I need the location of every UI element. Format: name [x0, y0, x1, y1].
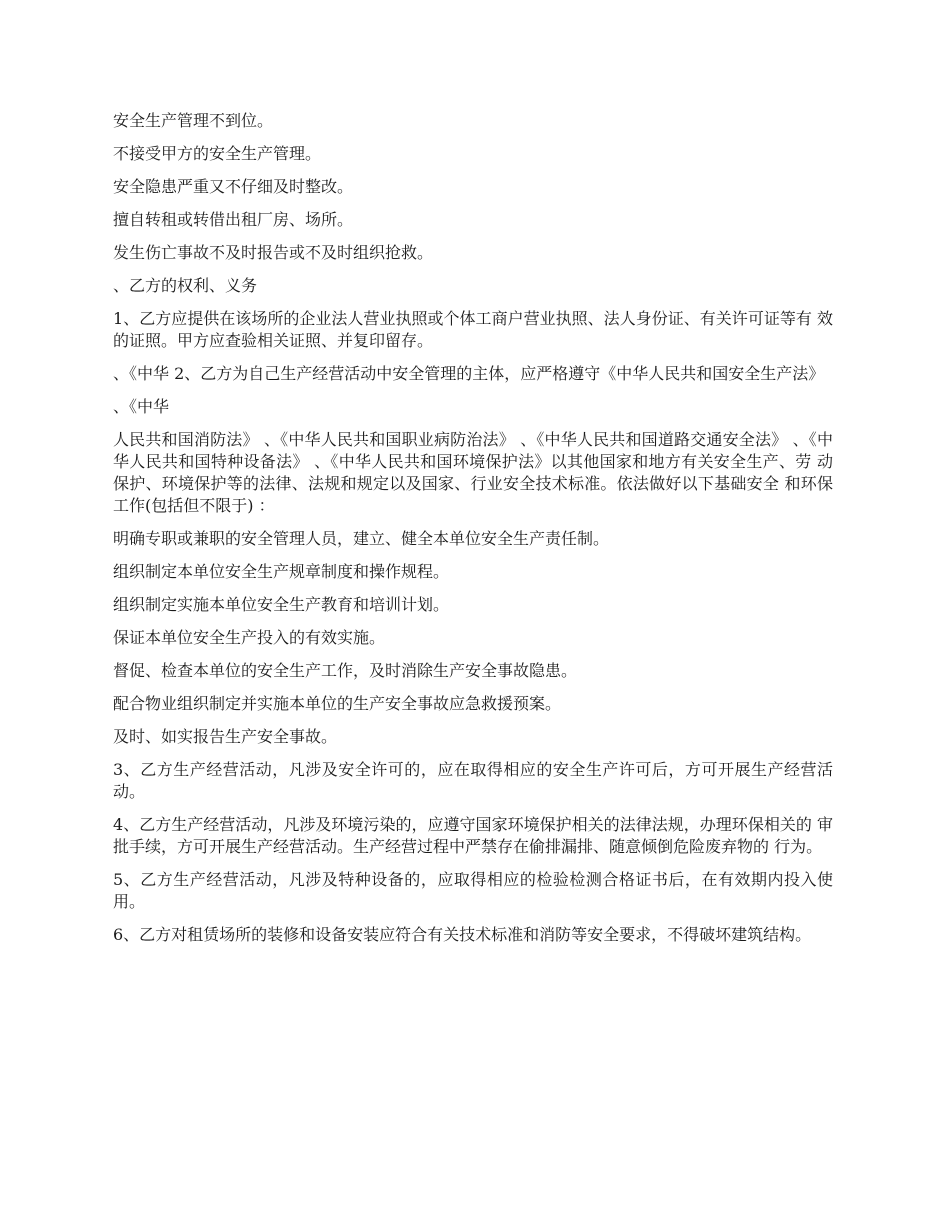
paragraph: 安全隐患严重又不仔细及时整改。 [113, 177, 354, 196]
paragraph: 5、乙方生产经营活动，凡涉及特种设备的，应取得相应的检验检测合格证书后，在有效期内投入使 用。 [113, 870, 833, 911]
paragraph: 配合物业组织制定并实施本单位的生产安全事故应急救援预案。 [113, 694, 562, 713]
paragraph: 明确专职或兼职的安全管理人员，建立、健全本单位安全生产责任制。 [113, 529, 610, 548]
document-body [113, 110, 833, 957]
paragraph: 不接受甲方的安全生产管理。 [113, 144, 322, 163]
paragraph: 保证本单位安全生产投入的有效实施。 [113, 628, 386, 647]
paragraph: 4、乙方生产经营活动，凡涉及环境污染的，应遵守国家环境保护相关的法律法规，办理环保相关的 审批手续，方可开展生产经营活动。生产经营过程中严禁存在偷排漏排、随意倾倒危险废弃物的 行为。 [113, 815, 833, 856]
paragraph: 组织制定实施本单位安全生产教育和培训计划。 [113, 595, 450, 614]
paragraph: 擅自转租或转借出租厂房、场所。 [113, 210, 354, 229]
paragraph: 3、乙方生产经营活动，凡涉及安全许可的，应在取得相应的安全生产许可后，方可开展生产经营活 动。 [113, 760, 833, 801]
paragraph: 人民共和国消防法》 、《中华人民共和国职业病防治法》 、《中华人民共和国道路交通安全法》 、《中 华人民共和国特种设备法》 、《中华人民共和国环境保护法》以其他国家和地方有关安全生产、劳 动保护、环境保护等的法律、法规和规定以及国家、行业安全技术标准。依法做好以下基础安全 和环保工作(包括但不限于) ： [113, 430, 833, 515]
paragraph: 6、乙方对租赁场所的装修和设备安装应符合有关技术标准和消防等安全要求，不得破坏建筑结构。 [113, 925, 812, 944]
paragraph: 、《中华 2、乙方为自己生产经营活动中安全管理的主体，应严格遵守《中华人民共和国安全生产法》 [113, 364, 825, 383]
section-heading: 、乙方的权利、义务 [113, 276, 258, 295]
paragraph: 督促、检查本单位的安全生产工作，及时消除生产安全事故隐患。 [113, 661, 578, 680]
paragraph: 组织制定本单位安全生产规章制度和操作规程。 [113, 562, 450, 581]
paragraph: 发生伤亡事故不及时报告或不及时组织抢救。 [113, 243, 434, 262]
paragraph: 、《中华 [113, 397, 170, 416]
paragraph: 及时、如实报告生产安全事故。 [113, 727, 338, 746]
paragraph: 1、乙方应提供在该场所的企业法人营业执照或个体工商户营业执照、法人身份证、有关许可证等有 效的证照。甲方应查验相关证照、并复印留存。 [113, 309, 833, 350]
paragraph: 安全生产管理不到位。 [113, 111, 274, 130]
